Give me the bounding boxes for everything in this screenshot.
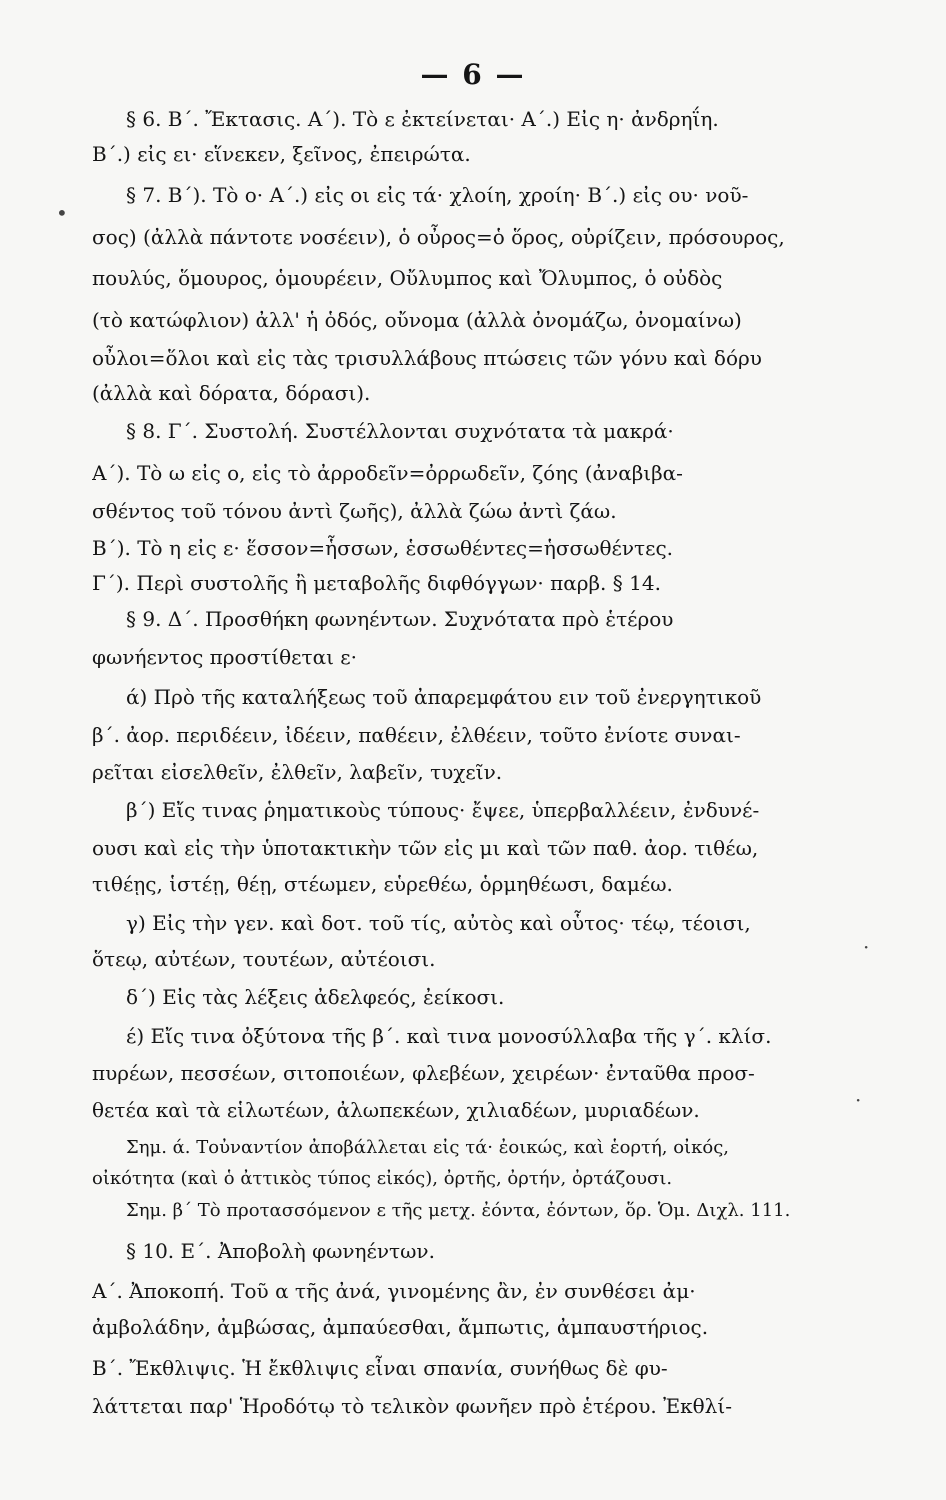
text-line-19: β΄) Εἴς τινας ῥηματικοὺς τύπους· ἔψεε, ὑπερβαλλέειν, ἐνδυνέ- [126,798,760,822]
text-line-22: γ) Εἰς τὴν γεν. καὶ δοτ. τοῦ τίς, αὐτὸς καὶ οὗτος· τέῳ, τέοισι, [126,911,751,935]
text-line-14: § 9. Δ΄. Προσθήκη φωνηέντων. Συχνότατα πρὸ ἑτέρου [126,607,674,631]
text-line-32: ἀμβολάδην, ἀμβώσας, ἀμπαύεσθαι, ἄμπωτις, ἀμπαυστήριος. [92,1315,709,1339]
text-line-1: § 6. Β΄. Ἔκτασις. Α΄). Τὸ ε ἐκτείνεται· Α΄.) Εἰς η· ἀνδρηΐη. [126,107,719,131]
text-line-24: δ΄) Εἰς τὰς λέξεις ἀδελφεός, ἐείκοσι. [126,985,505,1009]
text-line-15: φωνήεντος προστίθεται ε· [92,645,358,669]
text-line-10: Α΄). Τὸ ω εἰς ο, εἰς τὸ ἀρροδεῖν=ὀρρωδεῖν, ζόης (ἀναβιβα- [92,461,683,485]
paper-speck-icon: · [855,1088,862,1112]
text-line-8: (ἀλλὰ καὶ δόρατα, δόρασι). [92,381,371,405]
text-line-20: ουσι καὶ εἰς τὴν ὑποτακτικὴν τῶν εἰς μι καὶ τῶν παθ. ἀορ. τιθέω, [92,836,759,860]
text-line-23: ὅτεῳ, αὐτέων, τουτέων, αὐτέοισι. [92,947,436,971]
text-line-9: § 8. Γ΄. Συστολή. Συστέλλονται συχνότατα τὰ μακρά· [126,419,674,443]
text-line-18: ρεῖται εἰσελθεῖν, ἐλθεῖν, λαβεῖν, τυχεῖν. [92,760,503,784]
text-line-11: σθέντος τοῦ τόνου ἀντὶ ζωῆς), ἀλλὰ ζώω ἀντὶ ζάω. [92,499,617,523]
text-line-26: πυρέων, πεσσέων, σιτοποιέων, φλεβέων, χειρέων· ἐνταῦθα προσ- [92,1061,755,1085]
text-line-5: πουλύς, ὅμουρος, ὁμουρέειν, Οὔλυμπος καὶ Ὄλυμπος, ὁ οὐδὸς [92,266,723,290]
text-line-3: § 7. Β΄). Τὸ ο· Α΄.) εἰς οι εἰς τά· χλοίη, χροίη· Β΄.) εἰς ου· νοῦ- [126,183,749,207]
note-line-2: οἰκότητα (καὶ ὁ ἀττικὸς τύπος εἰκός), ὀρτῆς, ὀρτήν, ὀρτάζουσι. [92,1168,673,1189]
text-line-31: Α΄. Ἀποκοπή. Τοῦ α τῆς ἀνά, γινομένης ἂν, ἐν συνθέσει ἀμ· [92,1279,696,1303]
note-line-3: Σημ. β΄ Τὸ προτασσόμενον ε τῆς μετχ. ἐόντα, ἐόντων, ὅρ. Ὁμ. Διχλ. 111. [126,1200,791,1221]
text-line-16: ά) Πρὸ τῆς καταλήξεως τοῦ ἀπαρεμφάτου ειν τοῦ ἐνεργητικοῦ [126,685,762,709]
note-line-1: Σημ. ά. Τοὐναντίον ἀποβάλλεται εἰς τά· ἐοικώς, καὶ ἑορτή, οἰκός, [126,1137,729,1158]
page-number: — 6 — [420,58,526,91]
text-line-2: Β΄.) εἰς ει· εἵνεκεν, ξεῖνος, ἐπειρώτα. [92,142,471,166]
text-line-4: σος) (ἀλλὰ πάντοτε νοσέειν), ὁ οὖρος=ὁ ὅρος, οὐρίζειν, πρόσουρος, [92,225,785,249]
text-line-6: (τὸ κατώφλιον) ἀλλ' ἡ ὁδός, οὔνομα (ἀλλὰ ὀνομάζω, ὀνομαίνω) [92,308,742,332]
text-line-13: Γ΄). Περὶ συστολῆς ἢ μεταβολῆς διφθόγγων· παρβ. § 14. [92,571,661,595]
text-line-34: λάττεται παρ' Ἡροδότῳ τὸ τελικὸν φωνῆεν πρὸ ἑτέρου. Ἐκθλί- [92,1394,732,1418]
paper-speck-icon: · [863,935,870,959]
text-line-7: οὖλοι=ὅλοι καὶ εἰς τὰς τρισυλλάβους πτώσεις τῶν γόνυ καὶ δόρυ [92,346,762,370]
text-line-27: θετέα καὶ τὰ εἱλωτέων, ἀλωπεκέων, χιλιαδέων, μυριαδέων. [92,1098,700,1122]
text-line-12: Β΄). Τὸ η εἰς ε· ἕσσον=ἧσσων, ἑσσωθέντες=ἡσσωθέντες. [92,536,674,560]
text-line-33: Β΄. Ἔκθλιψις. Ἡ ἔκθλιψις εἶναι σπανία, συνήθως δὲ φυ- [92,1356,668,1380]
text-line-21: τιθέῃς, ἱστέῃ, θέῃ, στέωμεν, εὑρεθέω, ὁρμηθέωσι, δαμέω. [92,872,673,896]
section-10-heading: § 10. Ε΄. Ἀποβολὴ φωνηέντων. [126,1239,435,1263]
text-line-17: β΄. ἀορ. περιδέειν, ἰδέειν, παθέειν, ἐλθέειν, τοῦτο ἐνίοτε συναι- [92,723,741,747]
text-line-25: έ) Εἴς τινα ὀξύτονα τῆς β΄. καὶ τινα μονοσύλλαβα τῆς γ΄. κλίσ. [126,1024,772,1048]
paper-speck-icon: • [56,201,68,225]
